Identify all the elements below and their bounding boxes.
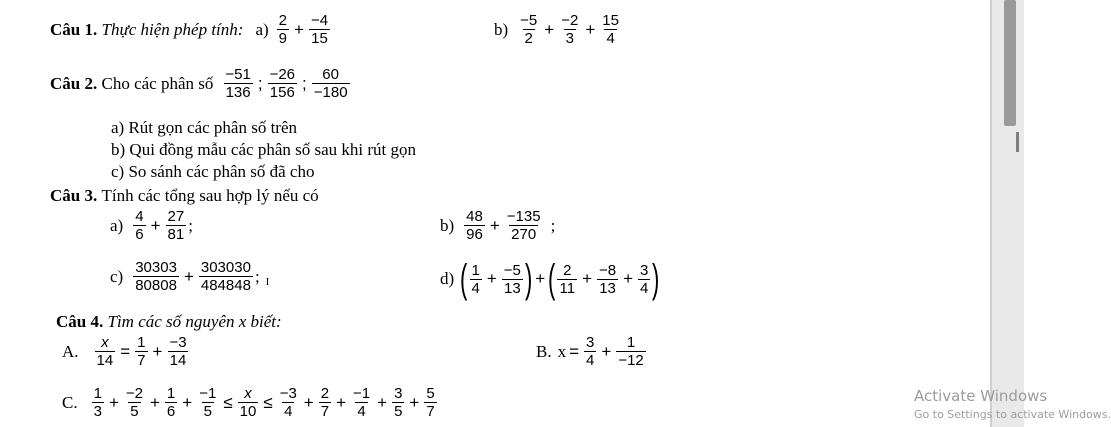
plus-sign: + <box>150 215 161 235</box>
question-1 <box>50 12 332 47</box>
question-3 <box>50 186 319 206</box>
q4-C-label: C. <box>62 392 78 412</box>
q3-c <box>110 259 269 294</box>
plus-sign: + <box>544 19 555 39</box>
plus-sign: + <box>582 269 592 288</box>
q4-title: Tìm các số nguyên x biết: <box>107 312 282 331</box>
plus-sign: + <box>489 215 500 235</box>
fraction: $\frac{1}{6}$ <box>166 385 176 420</box>
less-equal-sign: ≤ <box>263 392 273 412</box>
question-2 <box>50 66 352 101</box>
q3-b <box>440 208 555 243</box>
q1-title: Thực hiện phép tính: <box>101 19 244 39</box>
q2-item-b: b) Qui đồng mẫu các phân số sau khi rút gọn <box>111 140 416 159</box>
plus-sign: + <box>183 266 194 286</box>
q3-label: Câu 3. <box>50 186 98 205</box>
fraction: $\frac{-51}{136}$ <box>225 66 251 101</box>
plus-sign: + <box>601 341 612 361</box>
fraction: $\frac{-3}{14}$ <box>169 334 187 369</box>
q1-b-label: b) <box>494 19 509 39</box>
fraction: $\frac{-3}{4}$ <box>279 385 297 420</box>
left-paren: ( <box>548 257 556 301</box>
plus-sign: + <box>108 392 119 412</box>
fraction: $\frac{60}{-180}$ <box>313 66 348 101</box>
fraction: $\frac{1}{-12}$ <box>618 334 644 369</box>
plus-sign: + <box>182 392 193 412</box>
plus-sign: + <box>294 19 304 39</box>
plus-sign: + <box>409 392 420 412</box>
q3-title: Tính các tổng sau hợp lý nếu có <box>101 186 319 205</box>
equals-sign: = <box>569 341 580 361</box>
fraction: $\frac{303030}{484848}$ <box>200 259 251 294</box>
plus-sign: + <box>623 269 634 288</box>
fraction: $\frac{3}{5}$ <box>394 385 403 420</box>
plus-sign: + <box>152 341 163 361</box>
watermark-title: Activate Windows <box>914 387 1048 405</box>
plus-sign: + <box>303 392 314 412</box>
less-equal-sign: ≤ <box>223 392 233 412</box>
fraction: $\frac{-2}{3}$ <box>561 12 579 47</box>
fraction: $\frac{1}{4}$ <box>471 261 480 297</box>
plus-sign: + <box>149 392 160 412</box>
fraction: $\frac{-8}{13}$ <box>599 261 617 297</box>
fraction: $\frac{-135}{270}$ <box>506 208 541 243</box>
question-1b <box>494 12 623 47</box>
watermark-subtitle: Go to Settings to activate Windows. <box>914 408 1111 421</box>
q1-a-label: a) <box>255 19 269 39</box>
fraction: $\frac{-1}{5}$ <box>199 385 217 420</box>
q3-c-label: c) <box>110 266 124 286</box>
q3-b-label: b) <box>440 215 455 235</box>
fraction: $\frac{4}{6}$ <box>135 208 144 243</box>
variable-x: x <box>557 341 567 361</box>
q4-A <box>62 334 191 369</box>
plus-sign: + <box>377 392 388 412</box>
fraction: $\frac{30303}{80808}$ <box>135 259 177 294</box>
plus-sign: + <box>336 392 347 412</box>
plus-sign: + <box>585 19 596 39</box>
scrollbar-marker <box>1016 132 1019 152</box>
text-cursor-icon: I <box>265 275 270 288</box>
activate-windows-watermark <box>914 387 1111 421</box>
q2-item-c: c) So sánh các phân số đã cho <box>111 162 315 181</box>
fraction: $\frac{x}{10}$ <box>239 385 257 420</box>
equals-sign: = <box>120 341 131 361</box>
fraction: $\frac{1}{7}$ <box>137 334 146 369</box>
fraction: $\frac{3}{4}$ <box>586 334 595 369</box>
q4-C <box>62 385 439 420</box>
semicolon: ; <box>254 266 260 286</box>
q1-label: Câu 1. <box>50 19 98 39</box>
q4-A-label: A. <box>62 341 79 361</box>
q2-item-a: a) Rút gọn các phân số trên <box>111 118 297 137</box>
semicolon: ; <box>257 73 263 93</box>
q4-B <box>536 334 648 369</box>
semicolon: ; <box>302 73 307 93</box>
fraction: $\frac{3}{4}$ <box>640 261 649 297</box>
fraction: $\frac{2}{7}$ <box>320 385 330 420</box>
fraction: $\frac{15}{4}$ <box>602 12 619 47</box>
fraction: $\frac{48}{96}$ <box>466 208 483 243</box>
fraction: $\frac{2}{9}$ <box>278 12 287 47</box>
fraction: $\frac{27}{81}$ <box>167 208 185 243</box>
q4-label: Câu 4. <box>56 312 104 331</box>
fraction: $\frac{-4}{15}$ <box>310 12 329 47</box>
q3-a <box>110 208 193 243</box>
plus-sign: + <box>535 269 546 288</box>
semicolon: ; <box>188 215 193 235</box>
q3-a-label: a) <box>110 215 124 235</box>
fraction: $\frac{-2}{5}$ <box>125 385 143 420</box>
fraction: $\frac{-26}{156}$ <box>269 66 296 101</box>
left-paren: ( <box>460 257 468 301</box>
semicolon: ; <box>550 215 556 235</box>
q3-d-label: d) <box>440 269 455 288</box>
right-paren: ) <box>524 257 533 301</box>
fraction: $\frac{-1}{4}$ <box>353 385 371 420</box>
fraction: $\frac{-5}{13}$ <box>503 261 521 297</box>
q2-label: Câu 2. <box>50 73 98 93</box>
fraction: $\frac{2}{11}$ <box>559 261 576 297</box>
q2-intro: Cho các phân số <box>101 73 214 93</box>
fraction: $\frac{1}{3}$ <box>93 385 102 420</box>
fraction: $\frac{5}{7}$ <box>426 385 435 420</box>
plus-sign: + <box>486 269 497 288</box>
fraction: $\frac{x}{14}$ <box>96 334 114 369</box>
question-4 <box>56 312 282 332</box>
fraction: $\frac{-5}{2}$ <box>520 12 538 47</box>
q3-d <box>440 259 660 299</box>
right-paren: ) <box>652 257 660 301</box>
q4-B-label: B. <box>536 341 552 361</box>
scrollbar-thumb[interactable] <box>1004 0 1016 126</box>
